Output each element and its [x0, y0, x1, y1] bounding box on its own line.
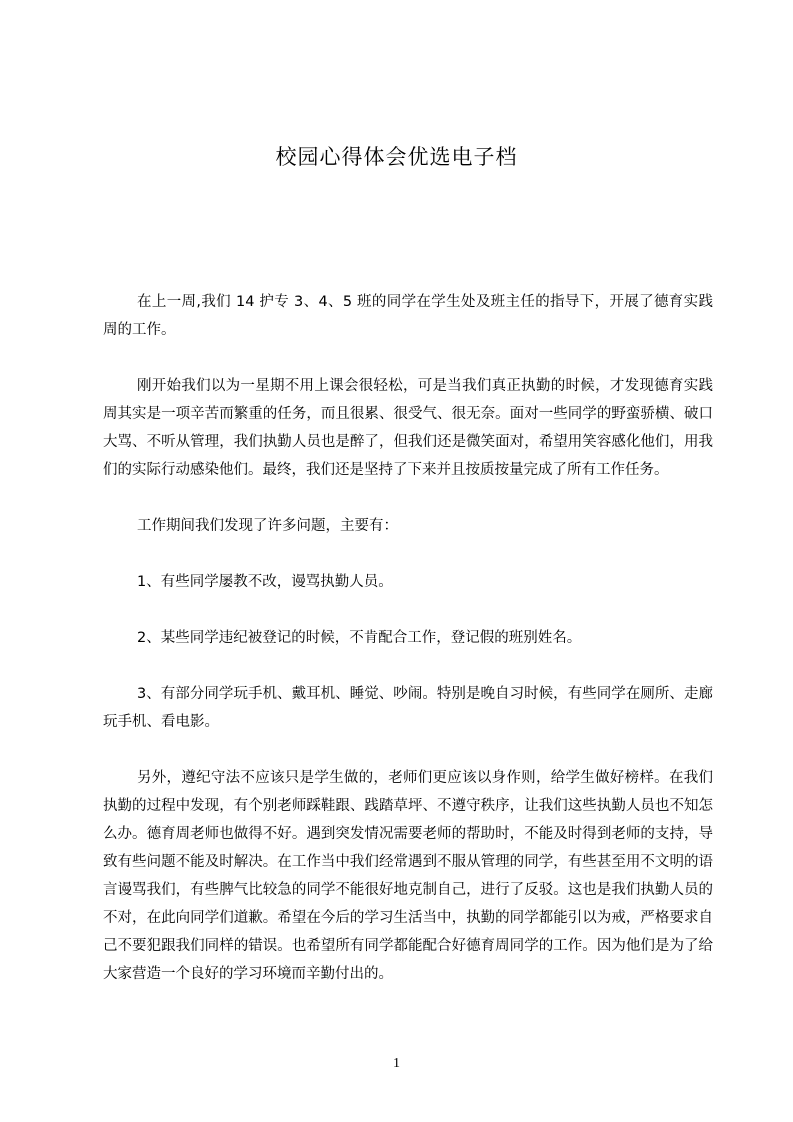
paragraph-experience: 刚开始我们以为一星期不用上课会很轻松，可是当我们真正执勤的时候，才发现德育实践周其实是一项辛苦而繁重的任务，而且很累、很受气、很无奈。面对一些同学的野蛮骄横、破口大骂、不听从管理，我们执勤人员也是醉了，但我们还是微笑面对，希望用笑容感化他们，用我们的实际行动感染他们。最终，我们还是坚持了下来并且按质按量完成了所有工作任务。: [103, 378, 713, 478]
document-body: [103, 288, 713, 1016]
page-number: 1: [393, 1056, 400, 1071]
paragraph-intro: 在上一周,我们 14 护专 3、4、5 班的同学在学生处及班主任的指导下，开展了德育实践周的工作。: [103, 294, 713, 338]
paragraph-problem-3: 3、有部分同学玩手机、戴耳机、睡觉、吵闹。特别是晚自习时候，有些同学在厕所、走廊玩手机、看电影。: [103, 686, 713, 730]
paragraph-problem-1: 1、有些同学屡教不改，谩骂执勤人员。: [137, 574, 393, 590]
paragraph-problem-2: 2、某些同学违纪被登记的时候，不肯配合工作，登记假的班别姓名。: [137, 630, 582, 646]
paragraph-problems-heading: 工作期间我们发现了许多问题，主要有：: [137, 518, 398, 534]
document-title: 校园心得体会优选电子档: [275, 145, 518, 169]
paragraph-conclusion: 另外，遵纪守法不应该只是学生做的，老师们更应该以身作则，给学生做好榜样。在我们执勤的过程中发现，有个别老师踩鞋跟、践踏草坪、不遵守秩序，让我们这些执勤人员也不知怎么办。德育周老师也做得不好。遇到突发情况需要老师的帮助时，不能及时得到老师的支持，导致有些问题不能及时解决。在工作当中我们经常遇到不服从管理的同学，有些甚至用不文明的语言谩骂我们，有些脾气比较急的同学不能很好地克制自己，进行了反驳。这也是我们执勤人员的不对，在此向同学们道歉。希望在今后的学习生活当中，执勤的同学都能引以为戒，严格要求自己不要犯跟我们同样的错误。也希望所有同学都能配合好德育周同学的工作。因为他们是为了给大家营造一个良好的学习环境而辛勤付出的。: [103, 770, 713, 982]
